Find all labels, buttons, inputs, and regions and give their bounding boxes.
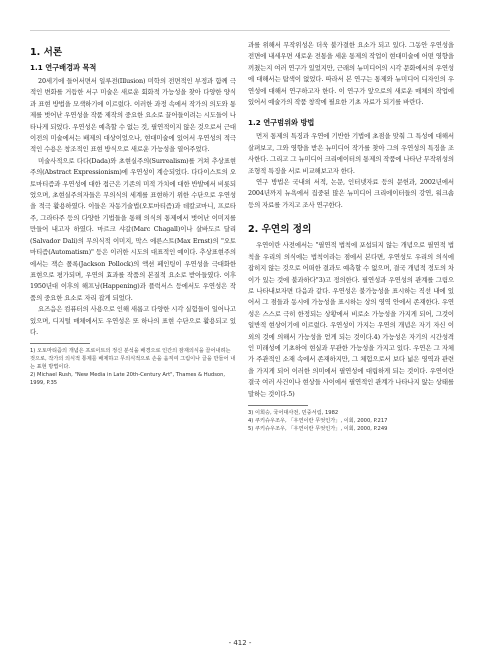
right-column: [248, 40, 454, 433]
paragraph-definition: 우연이란 사전에서는 "필연적 법칙에 포섭되지 않는 개념으로 필연적 법칙을 우리의 의식에는 법칙이라는 점에서 본다면, 우연성도 우리의 의식에 잡히지 않는 것으로 어떠한 결과도 예측할 수 없으며, 결국 개념적 정도의 차이가 있는 것에 불과하다"3)고 정의한다. 필연성과 우연성의 관계를 그림으로 나타내보자면 다음과 같다. 우연성은 불가능성을 표시하는 직선 내에 있어서 그 점들과 동시에 가능성을 표시하는 상의 영역 안에서 존재한다. 우연성은 스스로 극히 한정되는 상황에서 비로소 가능성을 가지게 되어, 그것이 일반적 현상이기에 이르렀다. 우연성이 가지는 우연의 개념은 자기 자신 이외의 것에 의해서 가능성을 얻게 되는 것이다.4) 가능성은 자기의 시간성격인 미래성에 기초하여 현실과 무관한 가능성을 가지고 있다. 우연은 그 자체가 주관적인 소재 속에서 존재하지만, 그 체험으로서 보다 넓은 영역과 관련을 가지게 되어 이러한 의미에서 필연성에 대립하게 되는 것이다. 우연이란 결국 여러 사건이나 현상들 사이에서 필연적인 관계가 나타나지 않는 상태를 말하는 것이다.5): [248, 241, 454, 398]
footnote-3: 3) 이희승, 국어대사전, 민중서림, 1982: [248, 409, 339, 416]
paragraph-scope-2: 연구 방법은 국내외 서적, 논문, 인터넷자료 등의 문헌과, 2002년에서 2004년까지 뉴욕에서 집중된 많은 뉴미디어 크리에이터들의 강연, 워크숍 등의 자료를 가지고 조사 연구한다.: [248, 178, 454, 209]
footnote-4: 4) 쿠키슈우조우, 「우연이란 무엇인가」, 이회, 2000, P.217: [248, 417, 388, 424]
paragraph-background-continued: 과를 위해서 무작위성은 더욱 불가결한 요소가 되고 있다. 그동안 우연성을 전면에 내세우면 새로운 전통을 세운 통제의 작업이 현대미술에 어떤 영향을 끼쳤는지 여러 연구가 있었지만, 근래의 뉴미디어의 시각 문화에서의 우연성에 대해서는 탐색이 없었다. 따라서 본 연구는 통제와 뉴미디어 디자인의 우연성에 대해서 연구하고자 한다. 이 연구가 앞으로의 새로운 매체의 작업에 있어서 예술가의 작품 창작에 필요한 기초 자료가 되기를 바란다.: [248, 41, 454, 107]
page-number: - 412 -: [228, 639, 252, 647]
top-rule: [30, 30, 450, 31]
footnote-separator: [30, 343, 90, 344]
footnote-separator-right: [248, 405, 308, 406]
section-heading-definition: 2. 우연의 정의: [248, 224, 312, 236]
footnote-1: 1) 오토마티즘의 개념은 프로이트의 정신 분석을 배경으로 인간의 잠재의식을 끌어내려는 것으로, 작가의 의식적 통제를 배제하고 무의식적으로 손을 움직여 그림이나 글을 만들어 내는 표현 방법이다.: [30, 348, 236, 371]
left-column: [30, 40, 236, 387]
section-heading-introduction: 1. 서론: [30, 47, 63, 58]
paragraph-background-2: 미술사적으로 다다(Dada)와 초현실주의(Surrealism)를 거쳐 추상표현주의(Abstract Expressionism)에 우연성이 계승되었다. 다다이스트의 오토마티즘과 우연성에 대한 접근은 기존의 미적 가치에 대한 반발에서 비롯되었으며, 초현실주의자들은 무의식의 세계를 표현하기 위한 수단으로 우연성을 적극 활용하였다. 이들은 자동기술법(오토마티즘)과 데칼코마니, 프로타주, 그라타주 등의 다양한 기법들을 통해 의식의 통제에서 벗어난 이미지를 만들어 내고자 하였다. 마르크 샤갈(Marc Chagall)이나 살바도르 달리(Salvador Dali)의 무의식적 이미지, 막스 에른스트(Max Ernst)의 "오토마티즘(Automatism)" 등은 이러한 시도의 대표적인 예이다. 추상표현주의에서는 잭슨 폴록(Jackson Pollock)의 액션 페인팅이 우연성을 극대화한 표현으로 평가되며, 우연의 효과를 작품의 본질적 요소로 받아들였다. 이후 1950년대 이후의 해프닝(Happening)과 플럭서스 등에서도 우연성은 작품의 중요한 요소로 자리 잡게 되었다.: [30, 156, 236, 302]
subsection-heading-background: 1.1 연구배경과 목적: [30, 63, 97, 72]
subsection-heading-scope: 1.2 연구범위와 방법: [248, 118, 315, 128]
footnote-2: 2) Michael Rush, "New Media in Late 20th-Century Art", Thames & Hudson, 1999, P.35: [30, 372, 226, 387]
paragraph-background-1: 20세기에 들어서면서 일루전(Illusion) 미학의 전면적인 부정과 함께 극적인 변화를 거듭한 서구 미술은 새로운 회화적 가능성을 찾아 다양한 양식과 표현 방법을 모색하기에 이르렀다. 이러한 과정 속에서 작가의 의도와 통제를 벗어난 우연성을 작품 제작의 중요한 요소로 끌어들이려는 시도들이 나타나게 되었다. 우연성은 예측할 수 없는 것, 필연적이지 않은 것으로서 근대 이전의 미술에서는 배제의 대상이었으나, 현대미술에 있어서 우연성의 적극적인 수용은 창조적인 표현 방식으로 새로운 가능성을 열어주었다.: [30, 77, 236, 154]
footnote-5: 5) 쿠키슈우조우, 「우연이란 무엇인가」, 이회, 2000, P.249: [248, 425, 388, 432]
paragraph-scope-1: 먼저 통제의 특징과 우연에 기반한 기법에 초점을 맞춰 그 특성에 대해서 살펴보고, 그와 영향을 받은 뉴미디어 작가를 찾아 그의 우연성의 특징을 조사한다. 그리고 그 뉴미디어 크리에이터의 통제의 작품에 나타난 무작위성의 조형적 특징을 서로 비교해보고자 한다.: [248, 132, 454, 175]
paragraph-background-3: 요즈음은 컴퓨터의 사용으로 인해 새롭고 다양한 시각 실험들이 일어나고 있으며, 디지털 매체에서도 우연성은 또 하나의 표현 수단으로 활용되고 있다.: [30, 305, 236, 336]
